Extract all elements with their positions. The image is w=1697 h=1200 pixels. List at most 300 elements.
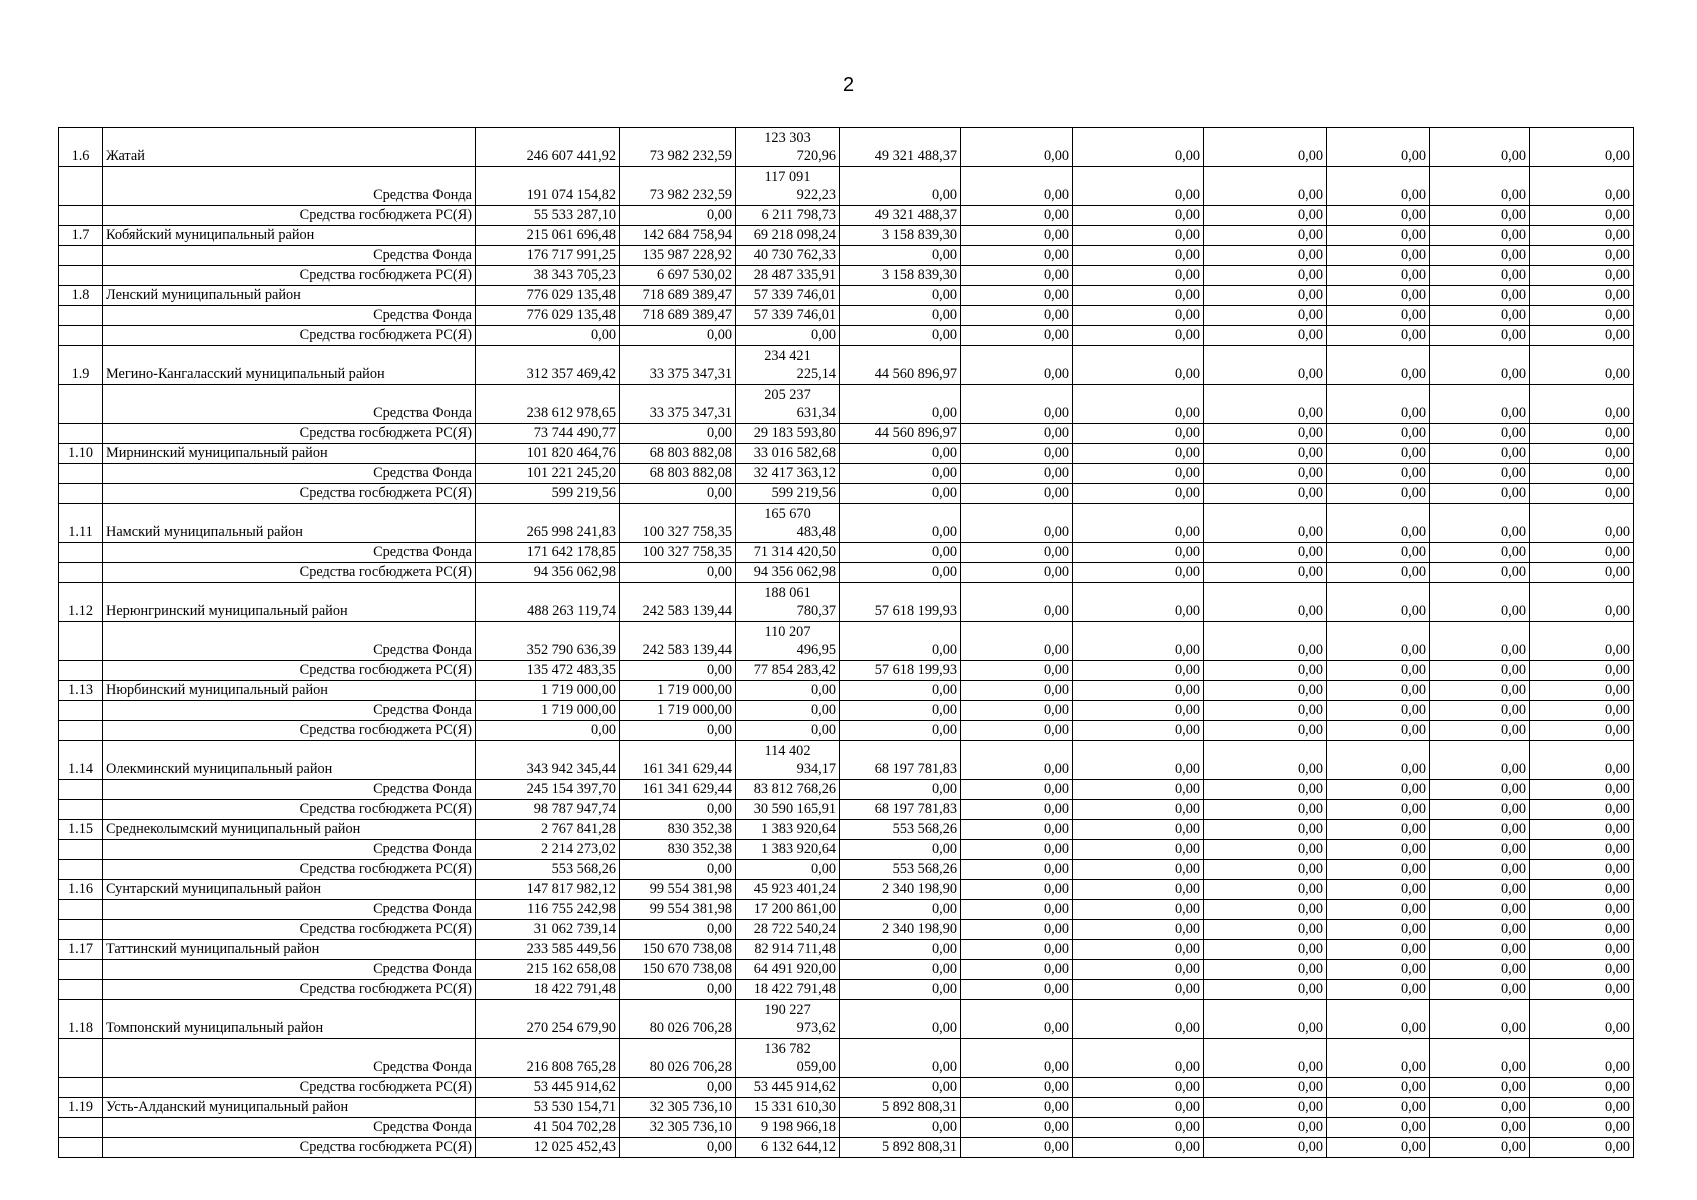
value-cell-col-8: 0,00 — [1327, 226, 1430, 246]
value-cell-col-10: 0,00 — [1530, 444, 1634, 464]
value-cell-col-5: 0,00 — [961, 622, 1073, 661]
value-cell-col-8: 0,00 — [1327, 286, 1430, 306]
value-cell-col-1: 238 612 978,65 — [476, 385, 620, 424]
value-cell-col-9: 0,00 — [1430, 860, 1530, 880]
value-cell-col-8: 0,00 — [1327, 444, 1430, 464]
value-cell-col-5: 0,00 — [961, 1078, 1073, 1098]
value-cell-col-10: 0,00 — [1530, 504, 1634, 543]
table-row-district — [59, 741, 1634, 780]
funding-source-label: Средства Фонда — [103, 1118, 476, 1138]
value-cell-col-2: 33 375 347,31 — [620, 346, 736, 385]
value-cell-col-6: 0,00 — [1073, 661, 1204, 681]
value-cell-col-10: 0,00 — [1530, 424, 1634, 444]
value-cell-col-7: 0,00 — [1204, 681, 1327, 701]
value-cell-col-9: 0,00 — [1430, 206, 1530, 226]
district-name: Жатай — [103, 128, 476, 167]
value-cell-col-9: 0,00 — [1430, 1138, 1530, 1158]
funding-source-label: Средства Фонда — [103, 840, 476, 860]
value-cell-col-7: 0,00 — [1204, 820, 1327, 840]
table-row-budget — [59, 920, 1634, 940]
district-name: Томпонский муниципальный район — [103, 1000, 476, 1039]
value-cell-col-10: 0,00 — [1530, 563, 1634, 583]
value-cell-col-4: 49 321 488,37 — [840, 128, 961, 167]
value-cell-col-6: 0,00 — [1073, 504, 1204, 543]
value-cell-col-1: 116 755 242,98 — [476, 900, 620, 920]
value-cell-col-3: 40 730 762,33 — [736, 246, 840, 266]
row-number — [59, 960, 103, 980]
value-cell-col-7: 0,00 — [1204, 246, 1327, 266]
value-cell-col-3: 190 227 973,62 — [736, 1000, 840, 1039]
row-number — [59, 622, 103, 661]
table-row-district — [59, 940, 1634, 960]
value-cell-col-10: 0,00 — [1530, 226, 1634, 246]
value-cell-col-4: 0,00 — [840, 385, 961, 424]
value-cell-col-2: 0,00 — [620, 721, 736, 741]
value-cell-col-8: 0,00 — [1327, 583, 1430, 622]
value-cell-col-3: 29 183 593,80 — [736, 424, 840, 444]
funding-source-label: Средства Фонда — [103, 960, 476, 980]
row-number: 1.14 — [59, 741, 103, 780]
value-cell-col-2: 0,00 — [620, 800, 736, 820]
value-cell-col-8: 0,00 — [1327, 840, 1430, 860]
table-row-budget — [59, 800, 1634, 820]
value-cell-col-2: 0,00 — [620, 920, 736, 940]
value-cell-col-6: 0,00 — [1073, 167, 1204, 206]
table-row-budget — [59, 424, 1634, 444]
value-cell-col-9: 0,00 — [1430, 960, 1530, 980]
value-cell-col-10: 0,00 — [1530, 1000, 1634, 1039]
value-cell-col-7: 0,00 — [1204, 286, 1327, 306]
value-cell-col-2: 150 670 738,08 — [620, 960, 736, 980]
district-name: Среднеколымский муниципальный район — [103, 820, 476, 840]
value-cell-col-5: 0,00 — [961, 464, 1073, 484]
value-cell-col-4: 0,00 — [840, 444, 961, 464]
value-cell-col-6: 0,00 — [1073, 128, 1204, 167]
value-cell-col-4: 68 197 781,83 — [840, 800, 961, 820]
value-cell-col-3: 0,00 — [736, 860, 840, 880]
table-row-budget — [59, 980, 1634, 1000]
value-cell-col-2: 0,00 — [620, 980, 736, 1000]
row-number — [59, 1138, 103, 1158]
value-cell-col-9: 0,00 — [1430, 563, 1530, 583]
value-cell-col-3: 33 016 582,68 — [736, 444, 840, 464]
value-cell-col-1: 488 263 119,74 — [476, 583, 620, 622]
value-cell-col-10: 0,00 — [1530, 1118, 1634, 1138]
value-cell-col-10: 0,00 — [1530, 128, 1634, 167]
value-cell-col-7: 0,00 — [1204, 840, 1327, 860]
value-cell-col-4: 0,00 — [840, 306, 961, 326]
value-cell-col-7: 0,00 — [1204, 661, 1327, 681]
value-cell-col-5: 0,00 — [961, 306, 1073, 326]
value-cell-col-6: 0,00 — [1073, 1138, 1204, 1158]
value-cell-col-6: 0,00 — [1073, 840, 1204, 860]
table-row-district — [59, 286, 1634, 306]
value-cell-col-5: 0,00 — [961, 920, 1073, 940]
value-cell-col-3: 32 417 363,12 — [736, 464, 840, 484]
value-cell-col-10: 0,00 — [1530, 820, 1634, 840]
row-number — [59, 206, 103, 226]
table-row-budget — [59, 206, 1634, 226]
value-cell-col-2: 830 352,38 — [620, 820, 736, 840]
table-row-budget — [59, 1078, 1634, 1098]
row-number: 1.17 — [59, 940, 103, 960]
value-cell-col-3: 15 331 610,30 — [736, 1098, 840, 1118]
value-cell-col-7: 0,00 — [1204, 701, 1327, 721]
value-cell-col-4: 2 340 198,90 — [840, 880, 961, 900]
value-cell-col-8: 0,00 — [1327, 1000, 1430, 1039]
value-cell-col-3: 69 218 098,24 — [736, 226, 840, 246]
value-cell-col-4: 0,00 — [840, 622, 961, 661]
funding-source-label: Средства госбюджета РС(Я) — [103, 484, 476, 504]
value-cell-col-7: 0,00 — [1204, 741, 1327, 780]
row-number: 1.11 — [59, 504, 103, 543]
value-cell-col-3: 205 237 631,34 — [736, 385, 840, 424]
value-cell-col-2: 99 554 381,98 — [620, 900, 736, 920]
value-cell-col-4: 0,00 — [840, 543, 961, 563]
value-cell-col-2: 32 305 736,10 — [620, 1098, 736, 1118]
value-cell-col-7: 0,00 — [1204, 128, 1327, 167]
value-cell-col-5: 0,00 — [961, 167, 1073, 206]
row-number: 1.6 — [59, 128, 103, 167]
funding-source-label: Средства госбюджета РС(Я) — [103, 326, 476, 346]
row-number — [59, 1078, 103, 1098]
table-row-fund — [59, 246, 1634, 266]
value-cell-col-3: 136 782 059,00 — [736, 1039, 840, 1078]
value-cell-col-7: 0,00 — [1204, 504, 1327, 543]
value-cell-col-9: 0,00 — [1430, 980, 1530, 1000]
value-cell-col-6: 0,00 — [1073, 681, 1204, 701]
table-row-fund — [59, 543, 1634, 563]
value-cell-col-10: 0,00 — [1530, 661, 1634, 681]
value-cell-col-6: 0,00 — [1073, 424, 1204, 444]
table-body — [59, 128, 1634, 1158]
value-cell-col-2: 68 803 882,08 — [620, 444, 736, 464]
row-number — [59, 980, 103, 1000]
value-cell-col-7: 0,00 — [1204, 1118, 1327, 1138]
table-row-district — [59, 346, 1634, 385]
value-cell-col-1: 216 808 765,28 — [476, 1039, 620, 1078]
row-number: 1.16 — [59, 880, 103, 900]
value-cell-col-3: 0,00 — [736, 681, 840, 701]
value-cell-col-3: 83 812 768,26 — [736, 780, 840, 800]
value-cell-col-10: 0,00 — [1530, 464, 1634, 484]
value-cell-col-5: 0,00 — [961, 246, 1073, 266]
value-cell-col-7: 0,00 — [1204, 583, 1327, 622]
table-row-budget — [59, 484, 1634, 504]
table-row-budget — [59, 1138, 1634, 1158]
value-cell-col-5: 0,00 — [961, 1039, 1073, 1078]
value-cell-col-3: 110 207 496,95 — [736, 622, 840, 661]
value-cell-col-4: 0,00 — [840, 900, 961, 920]
value-cell-col-9: 0,00 — [1430, 326, 1530, 346]
table-row-fund — [59, 306, 1634, 326]
value-cell-col-5: 0,00 — [961, 583, 1073, 622]
value-cell-col-10: 0,00 — [1530, 1078, 1634, 1098]
value-cell-col-4: 0,00 — [840, 1118, 961, 1138]
table-row-fund — [59, 622, 1634, 661]
value-cell-col-8: 0,00 — [1327, 1098, 1430, 1118]
value-cell-col-10: 0,00 — [1530, 246, 1634, 266]
value-cell-col-4: 2 340 198,90 — [840, 920, 961, 940]
value-cell-col-6: 0,00 — [1073, 246, 1204, 266]
value-cell-col-4: 0,00 — [840, 1000, 961, 1039]
value-cell-col-5: 0,00 — [961, 800, 1073, 820]
value-cell-col-7: 0,00 — [1204, 800, 1327, 820]
value-cell-col-9: 0,00 — [1430, 246, 1530, 266]
value-cell-col-9: 0,00 — [1430, 464, 1530, 484]
value-cell-col-7: 0,00 — [1204, 940, 1327, 960]
value-cell-col-2: 161 341 629,44 — [620, 741, 736, 780]
district-name: Ленский муниципальный район — [103, 286, 476, 306]
funding-source-label: Средства Фонда — [103, 701, 476, 721]
value-cell-col-1: 176 717 991,25 — [476, 246, 620, 266]
value-cell-col-8: 0,00 — [1327, 980, 1430, 1000]
value-cell-col-7: 0,00 — [1204, 920, 1327, 940]
funding-source-label: Средства госбюджета РС(Я) — [103, 920, 476, 940]
value-cell-col-2: 100 327 758,35 — [620, 543, 736, 563]
value-cell-col-10: 0,00 — [1530, 346, 1634, 385]
value-cell-col-6: 0,00 — [1073, 960, 1204, 980]
value-cell-col-7: 0,00 — [1204, 1039, 1327, 1078]
row-number: 1.15 — [59, 820, 103, 840]
value-cell-col-6: 0,00 — [1073, 800, 1204, 820]
value-cell-col-6: 0,00 — [1073, 385, 1204, 424]
funding-source-label: Средства госбюджета РС(Я) — [103, 661, 476, 681]
value-cell-col-7: 0,00 — [1204, 622, 1327, 661]
funding-source-label: Средства госбюджета РС(Я) — [103, 980, 476, 1000]
value-cell-col-10: 0,00 — [1530, 880, 1634, 900]
value-cell-col-6: 0,00 — [1073, 622, 1204, 661]
value-cell-col-4: 0,00 — [840, 701, 961, 721]
district-name: Усть-Алданский муниципальный район — [103, 1098, 476, 1118]
value-cell-col-5: 0,00 — [961, 681, 1073, 701]
value-cell-col-1: 171 642 178,85 — [476, 543, 620, 563]
table-row-district — [59, 444, 1634, 464]
value-cell-col-7: 0,00 — [1204, 346, 1327, 385]
value-cell-col-8: 0,00 — [1327, 128, 1430, 167]
value-cell-col-5: 0,00 — [961, 286, 1073, 306]
value-cell-col-10: 0,00 — [1530, 385, 1634, 424]
value-cell-col-9: 0,00 — [1430, 741, 1530, 780]
table-row-fund — [59, 960, 1634, 980]
value-cell-col-7: 0,00 — [1204, 444, 1327, 464]
value-cell-col-1: 0,00 — [476, 721, 620, 741]
value-cell-col-5: 0,00 — [961, 385, 1073, 424]
value-cell-col-4: 0,00 — [840, 246, 961, 266]
value-cell-col-3: 123 303 720,96 — [736, 128, 840, 167]
value-cell-col-2: 161 341 629,44 — [620, 780, 736, 800]
value-cell-col-4: 0,00 — [840, 980, 961, 1000]
table-row-fund — [59, 1039, 1634, 1078]
value-cell-col-6: 0,00 — [1073, 880, 1204, 900]
value-cell-col-2: 0,00 — [620, 860, 736, 880]
value-cell-col-8: 0,00 — [1327, 1118, 1430, 1138]
value-cell-col-9: 0,00 — [1430, 721, 1530, 741]
value-cell-col-7: 0,00 — [1204, 860, 1327, 880]
value-cell-col-10: 0,00 — [1530, 167, 1634, 206]
value-cell-col-7: 0,00 — [1204, 1098, 1327, 1118]
value-cell-col-5: 0,00 — [961, 266, 1073, 286]
value-cell-col-3: 0,00 — [736, 326, 840, 346]
value-cell-col-8: 0,00 — [1327, 424, 1430, 444]
value-cell-col-6: 0,00 — [1073, 306, 1204, 326]
value-cell-col-5: 0,00 — [961, 960, 1073, 980]
value-cell-col-8: 0,00 — [1327, 880, 1430, 900]
funding-source-label: Средства Фонда — [103, 780, 476, 800]
value-cell-col-9: 0,00 — [1430, 880, 1530, 900]
row-number — [59, 543, 103, 563]
row-number — [59, 464, 103, 484]
value-cell-col-2: 135 987 228,92 — [620, 246, 736, 266]
value-cell-col-6: 0,00 — [1073, 940, 1204, 960]
row-number — [59, 1039, 103, 1078]
value-cell-col-1: 18 422 791,48 — [476, 980, 620, 1000]
table-row-fund — [59, 840, 1634, 860]
value-cell-col-6: 0,00 — [1073, 1098, 1204, 1118]
value-cell-col-5: 0,00 — [961, 1098, 1073, 1118]
value-cell-col-9: 0,00 — [1430, 346, 1530, 385]
value-cell-col-9: 0,00 — [1430, 543, 1530, 563]
value-cell-col-2: 1 719 000,00 — [620, 701, 736, 721]
value-cell-col-10: 0,00 — [1530, 681, 1634, 701]
value-cell-col-2: 242 583 139,44 — [620, 622, 736, 661]
value-cell-col-6: 0,00 — [1073, 543, 1204, 563]
table-row-district — [59, 820, 1634, 840]
value-cell-col-2: 80 026 706,28 — [620, 1039, 736, 1078]
value-cell-col-1: 776 029 135,48 — [476, 286, 620, 306]
value-cell-col-8: 0,00 — [1327, 900, 1430, 920]
value-cell-col-6: 0,00 — [1073, 741, 1204, 780]
value-cell-col-7: 0,00 — [1204, 385, 1327, 424]
funding-source-label: Средства Фонда — [103, 246, 476, 266]
value-cell-col-9: 0,00 — [1430, 1039, 1530, 1078]
value-cell-col-6: 0,00 — [1073, 900, 1204, 920]
value-cell-col-9: 0,00 — [1430, 701, 1530, 721]
value-cell-col-9: 0,00 — [1430, 780, 1530, 800]
value-cell-col-8: 0,00 — [1327, 246, 1430, 266]
value-cell-col-8: 0,00 — [1327, 385, 1430, 424]
value-cell-col-5: 0,00 — [961, 1138, 1073, 1158]
value-cell-col-4: 0,00 — [840, 167, 961, 206]
funding-source-label: Средства госбюджета РС(Я) — [103, 800, 476, 820]
value-cell-col-8: 0,00 — [1327, 741, 1430, 780]
row-number — [59, 326, 103, 346]
value-cell-col-8: 0,00 — [1327, 721, 1430, 741]
table-row-district — [59, 128, 1634, 167]
value-cell-col-9: 0,00 — [1430, 1098, 1530, 1118]
value-cell-col-7: 0,00 — [1204, 780, 1327, 800]
value-cell-col-4: 553 568,26 — [840, 820, 961, 840]
value-cell-col-9: 0,00 — [1430, 424, 1530, 444]
value-cell-col-9: 0,00 — [1430, 661, 1530, 681]
value-cell-col-5: 0,00 — [961, 424, 1073, 444]
value-cell-col-7: 0,00 — [1204, 880, 1327, 900]
table-row-budget — [59, 860, 1634, 880]
value-cell-col-8: 0,00 — [1327, 1138, 1430, 1158]
value-cell-col-6: 0,00 — [1073, 980, 1204, 1000]
table-row-district — [59, 504, 1634, 543]
district-name: Намский муниципальный район — [103, 504, 476, 543]
value-cell-col-6: 0,00 — [1073, 780, 1204, 800]
value-cell-col-5: 0,00 — [961, 543, 1073, 563]
value-cell-col-8: 0,00 — [1327, 306, 1430, 326]
table-row-fund — [59, 167, 1634, 206]
value-cell-col-3: 77 854 283,42 — [736, 661, 840, 681]
value-cell-col-4: 553 568,26 — [840, 860, 961, 880]
value-cell-col-9: 0,00 — [1430, 226, 1530, 246]
value-cell-col-8: 0,00 — [1327, 1039, 1430, 1078]
row-number: 1.10 — [59, 444, 103, 464]
funding-table — [58, 127, 1634, 1158]
value-cell-col-4: 0,00 — [840, 940, 961, 960]
value-cell-col-8: 0,00 — [1327, 780, 1430, 800]
funding-source-label: Средства Фонда — [103, 385, 476, 424]
value-cell-col-1: 101 221 245,20 — [476, 464, 620, 484]
value-cell-col-10: 0,00 — [1530, 940, 1634, 960]
value-cell-col-1: 135 472 483,35 — [476, 661, 620, 681]
row-number: 1.18 — [59, 1000, 103, 1039]
value-cell-col-6: 0,00 — [1073, 226, 1204, 246]
funding-source-label: Средства госбюджета РС(Я) — [103, 1138, 476, 1158]
value-cell-col-8: 0,00 — [1327, 484, 1430, 504]
value-cell-col-1: 191 074 154,82 — [476, 167, 620, 206]
value-cell-col-1: 55 533 287,10 — [476, 206, 620, 226]
value-cell-col-10: 0,00 — [1530, 206, 1634, 226]
value-cell-col-1: 553 568,26 — [476, 860, 620, 880]
value-cell-col-10: 0,00 — [1530, 800, 1634, 820]
value-cell-col-1: 215 061 696,48 — [476, 226, 620, 246]
value-cell-col-1: 312 357 469,42 — [476, 346, 620, 385]
value-cell-col-5: 0,00 — [961, 326, 1073, 346]
table-row-budget — [59, 326, 1634, 346]
value-cell-col-8: 0,00 — [1327, 266, 1430, 286]
value-cell-col-10: 0,00 — [1530, 1138, 1634, 1158]
value-cell-col-9: 0,00 — [1430, 385, 1530, 424]
value-cell-col-10: 0,00 — [1530, 286, 1634, 306]
funding-source-label: Средства Фонда — [103, 1039, 476, 1078]
funding-source-label: Средства Фонда — [103, 622, 476, 661]
value-cell-col-6: 0,00 — [1073, 563, 1204, 583]
table-row-district — [59, 226, 1634, 246]
value-cell-col-10: 0,00 — [1530, 741, 1634, 780]
value-cell-col-1: 265 998 241,83 — [476, 504, 620, 543]
table-row-district — [59, 880, 1634, 900]
value-cell-col-7: 0,00 — [1204, 563, 1327, 583]
value-cell-col-7: 0,00 — [1204, 266, 1327, 286]
value-cell-col-1: 41 504 702,28 — [476, 1118, 620, 1138]
value-cell-col-1: 343 942 345,44 — [476, 741, 620, 780]
value-cell-col-5: 0,00 — [961, 1118, 1073, 1138]
value-cell-col-6: 0,00 — [1073, 464, 1204, 484]
value-cell-col-5: 0,00 — [961, 504, 1073, 543]
value-cell-col-10: 0,00 — [1530, 900, 1634, 920]
value-cell-col-10: 0,00 — [1530, 980, 1634, 1000]
row-number: 1.9 — [59, 346, 103, 385]
row-number — [59, 246, 103, 266]
value-cell-col-3: 599 219,56 — [736, 484, 840, 504]
value-cell-col-3: 57 339 746,01 — [736, 306, 840, 326]
value-cell-col-6: 0,00 — [1073, 820, 1204, 840]
value-cell-col-3: 28 487 335,91 — [736, 266, 840, 286]
row-number — [59, 701, 103, 721]
value-cell-col-9: 0,00 — [1430, 622, 1530, 661]
value-cell-col-5: 0,00 — [961, 880, 1073, 900]
value-cell-col-8: 0,00 — [1327, 563, 1430, 583]
value-cell-col-5: 0,00 — [961, 444, 1073, 464]
value-cell-col-2: 73 982 232,59 — [620, 167, 736, 206]
value-cell-col-9: 0,00 — [1430, 167, 1530, 206]
value-cell-col-1: 776 029 135,48 — [476, 306, 620, 326]
